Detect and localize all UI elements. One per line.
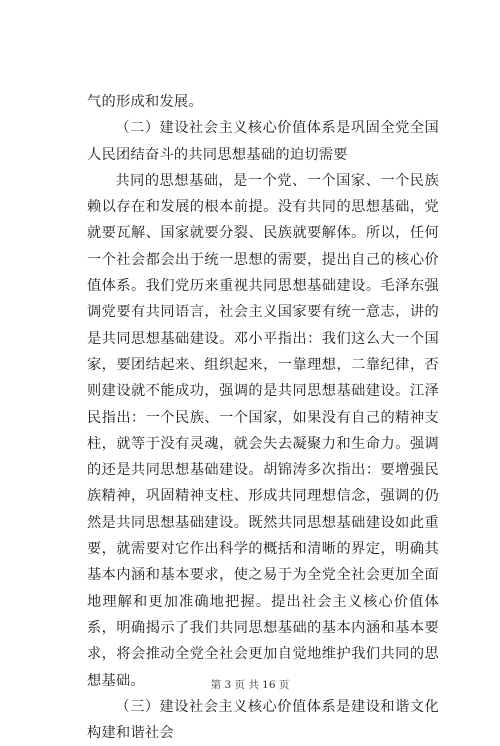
paragraph-continuation: 气的形成和发展。 bbox=[87, 94, 203, 110]
section-heading-two: （二）建设社会主义核心价值体系是巩固全党全国人民团结奋斗的共同思想基础的迫切需要 bbox=[87, 120, 439, 163]
section-heading-three: （三）建设社会主义核心价值体系是建设和谐文化构建和谐社会 bbox=[87, 698, 439, 742]
document-body bbox=[87, 89, 439, 746]
page-number-footer: 第 3 页 共 16 页 bbox=[210, 679, 290, 691]
paragraph-body: 共同的思想基础，是一个党、一个国家、一个民族赖以存在和发展的根本前提。没有共同的思想基础，党就要瓦解、国家就要分裂、民族就要解体。所以，任何一个社会都会出于统一思想的需要，提出自己的核心价值体系。我们党历来重视共同思想基础建设。毛泽东强调党要有共同语言，社会主义国家要有统一意志，讲的是共同思想基础建设。邓小平指出：我们这么大一个国家，要团结起来、组织起来，一靠理想，二靠纪律，否则建设就不能成功，强调的是共同思想基础建设。江泽民指出：一个民族、一个国家，如果没有自己的精神支柱，就等于没有灵魂，就会失去凝聚力和生命力。强调的还是共同思想基础建设。胡锦涛多次指出：要增强民族精神，巩固精神支柱、形成共同理想信念，强调的仍然是共同思想基础建设。既然共同思想基础建设如此重要，就需要对它作出科学的概括和清晰的界定，明确其基本内涵和基本要求，使之易于为全党全社会更加全面地理解和更加准确地把握。提出社会主义核心价值体系，明确揭示了我们共同思想基础的基本内涵和基本要求，将会推动全党全社会更加自觉地维护我们共同的思想基础。 bbox=[87, 172, 439, 689]
